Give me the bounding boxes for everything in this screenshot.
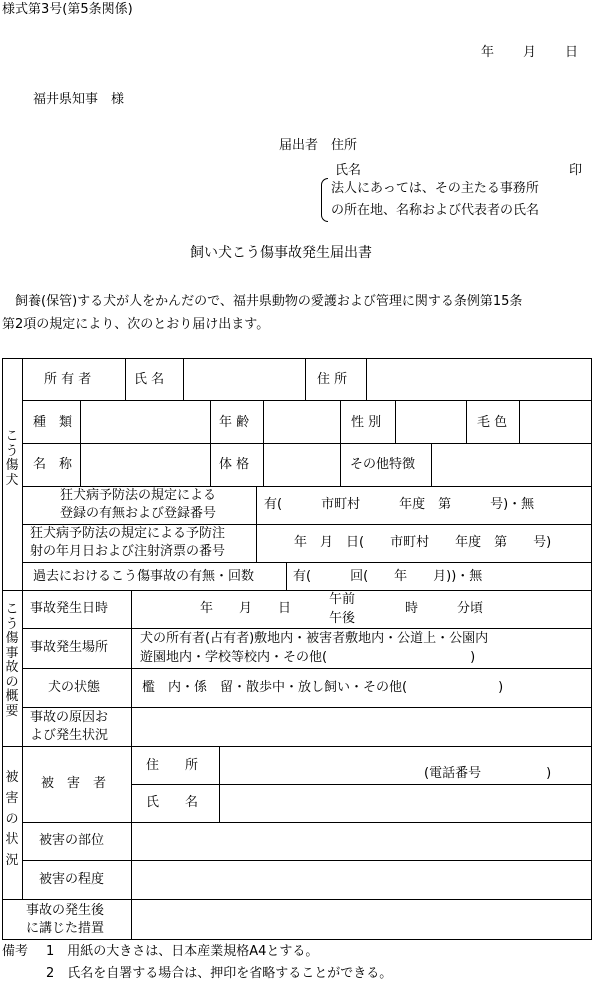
injury-part-label: 被害の部位: [39, 833, 105, 848]
corporate-note-line-2: の所在地、名称および代表者の氏名: [331, 203, 540, 218]
seal-mark: 印: [569, 163, 583, 178]
history-value: 有( 回( 年 月))・無: [293, 569, 483, 584]
victim-phone-label: (電話番号 ): [424, 766, 552, 781]
breed-label: 種 類: [33, 415, 73, 430]
history-label: 過去におけるこう傷事故の有無・回数: [33, 569, 255, 584]
date-line: 年 月 日: [481, 45, 580, 60]
corporate-note-line-1: 法人にあっては、その主たる事務所: [331, 181, 539, 196]
section-label-damage: 被害の状況: [5, 770, 19, 869]
filer-address-label: 届出者 住所: [279, 138, 358, 153]
registration-label-1: 狂犬病予防法の規定による: [60, 488, 217, 503]
injury-degree-label: 被害の程度: [39, 872, 105, 887]
datetime-date: 年 月 日: [200, 601, 292, 616]
addressee: 福井県知事 様: [33, 92, 125, 107]
owner-label: 所 有 者: [44, 372, 92, 387]
coat-color-label: 毛 色: [477, 415, 508, 430]
section-label-summary: こう傷事故の概要: [5, 602, 19, 719]
filer-name-label: 氏名: [335, 163, 362, 178]
vaccination-label-1: 狂犬病予防法の規定による予防注: [30, 526, 226, 541]
intro-line-2: 第2項の規定により、次のとおり届け出ます。: [2, 317, 270, 332]
note-bracket: [321, 178, 328, 222]
notes-label: 備考: [2, 944, 29, 959]
cause-label-1: 事故の原因お: [30, 710, 109, 725]
registration-value: 有( 市町村 年度 第 号)・無: [264, 497, 535, 512]
victim-name-label: 氏 名: [146, 795, 199, 810]
datetime-label: 事故発生日時: [30, 601, 109, 616]
vaccination-label-2: 射の年月日および注射済票の番号: [30, 544, 226, 559]
measures-label-1: 事故の発生後: [26, 903, 105, 918]
sex-label: 性 別: [351, 415, 382, 430]
victim-address-label: 住 所: [146, 758, 199, 773]
section-label-dog: こう傷犬: [5, 429, 19, 488]
owner-address-label: 住 所: [317, 372, 348, 387]
age-label: 年 齢: [219, 415, 250, 430]
place-value-1: 犬の所有者(占有者)敷地内・被害者敷地内・公道上・公園内: [140, 631, 489, 646]
build-label: 体 格: [219, 457, 250, 472]
datetime-time: 時 分頃: [405, 601, 484, 616]
vaccination-value: 年 月 日( 市町村 年度 第 号): [294, 535, 552, 550]
victim-label: 被 害 者: [41, 776, 107, 791]
registration-label-2: 登録の有無および登録番号: [60, 506, 217, 521]
place-label: 事故発生場所: [30, 640, 109, 655]
measures-label-2: に講じた措置: [26, 921, 105, 936]
cause-label-2: よび発生状況: [30, 728, 109, 743]
place-value-2: 遊園地内・学校等校内・その他( ): [140, 650, 476, 665]
features-label: その他特徴: [350, 457, 416, 472]
document-title: 飼い犬こう傷事故発生届出書: [190, 245, 372, 261]
intro-line-1: 飼養(保管)する犬が人をかんだので、福井県動物の愛護および管理に関する条例第15条: [2, 294, 523, 309]
am-label: 午前: [329, 592, 356, 607]
dog-name-label: 名 称: [33, 457, 73, 472]
note-2: 2 氏名を自署する場合は、押印を省略することができる。: [46, 966, 393, 981]
note-1: 1 用紙の大きさは、日本産業規格A4とする。: [46, 944, 319, 959]
dog-state-label: 犬の状態: [48, 680, 101, 695]
pm-label: 午後: [329, 611, 356, 626]
dog-state-value: 檻 内・係 留・散歩中・放し飼い・その他( ): [142, 680, 504, 695]
owner-name-label: 氏 名: [134, 372, 165, 387]
form-number: 様式第3号(第5条関係): [2, 2, 133, 17]
